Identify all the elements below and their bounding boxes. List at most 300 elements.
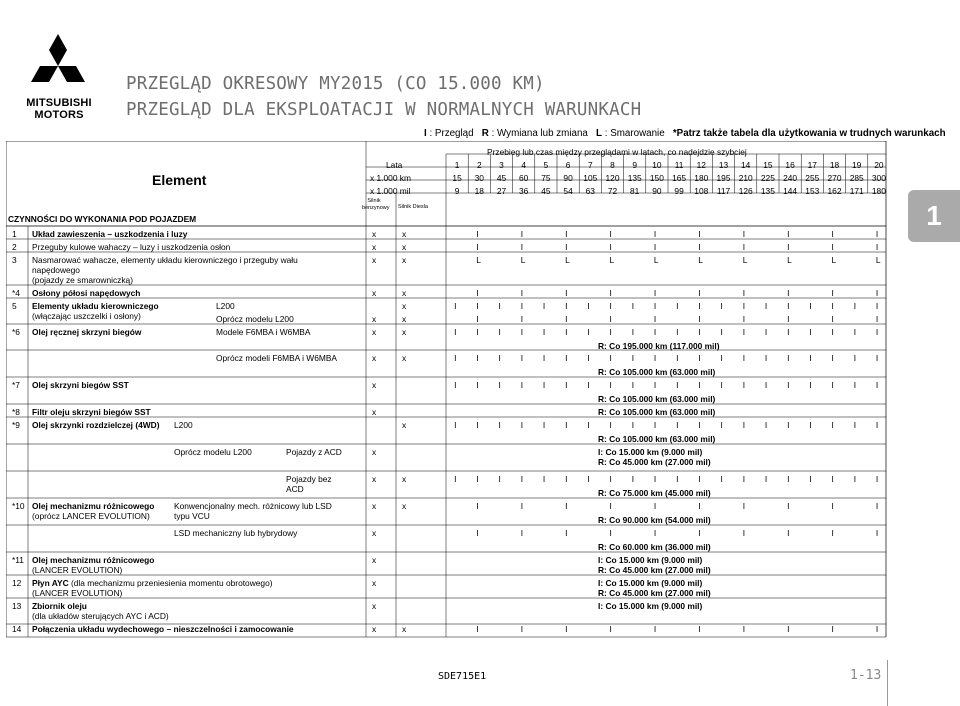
diesel-applicable: x <box>402 242 407 252</box>
interval-note: I: Co 15.000 km (9.000 mil) <box>598 447 703 457</box>
service-mark: I <box>698 624 701 634</box>
diesel-applicable: x <box>402 301 407 311</box>
service-mark: I <box>831 528 834 538</box>
service-mark: I <box>653 288 657 298</box>
service-mark: I <box>653 420 657 430</box>
service-mark: I <box>476 327 479 337</box>
service-mark: I <box>831 229 834 239</box>
service-mark: I <box>742 314 746 324</box>
service-mark: I <box>653 301 657 311</box>
service-mark: I <box>631 420 635 430</box>
service-mark: I <box>476 501 479 511</box>
service-mark: I <box>698 420 701 430</box>
service-mark: I <box>454 353 457 363</box>
service-mark: I <box>565 301 568 311</box>
row-number: *9 <box>12 420 20 430</box>
service-mark: I <box>831 501 834 511</box>
service-mark: I <box>787 501 790 511</box>
service-mark: L <box>609 255 615 265</box>
service-mark: I <box>542 420 546 430</box>
service-mark: I <box>520 380 524 390</box>
service-mark: I <box>698 229 701 239</box>
service-mark: I <box>875 314 879 324</box>
legend: I : Przegląd R : Wymiana lub zmiana L : Smarowanie *Patrz także tabela dla użytkowania w trudnych warunkach <box>424 128 946 139</box>
service-mark: I <box>520 314 524 324</box>
mil-value: 54 <box>563 186 573 196</box>
service-mark: I <box>698 353 701 363</box>
row-description-line3: (pojazdy ze smarowniczką) <box>32 275 133 285</box>
service-mark: I <box>742 380 746 390</box>
service-mark: I <box>653 353 657 363</box>
mil-value: 45 <box>541 186 551 196</box>
service-mark: I <box>476 288 479 298</box>
service-mark: I <box>831 420 834 430</box>
service-mark: I <box>875 288 879 298</box>
service-mark: L <box>831 255 837 265</box>
service-mark: I <box>542 380 546 390</box>
years-value: 5 <box>543 160 549 170</box>
service-mark: I <box>653 624 657 634</box>
interval-note: R: Co 105.000 km (63.000 mil) <box>598 394 716 404</box>
mil-value: 144 <box>783 186 798 196</box>
service-mark: L <box>742 255 748 265</box>
row-description-line2: napędowego <box>32 265 80 275</box>
service-mark: I <box>587 474 590 484</box>
service-mark: I <box>520 242 524 252</box>
km-value: 240 <box>783 173 798 183</box>
service-mark: I <box>542 301 546 311</box>
service-mark: I <box>831 353 834 363</box>
interval-note: R: Co 75.000 km (45.000 mil) <box>598 488 711 498</box>
service-mark: I <box>587 420 590 430</box>
service-mark: I <box>520 288 524 298</box>
petrol-applicable: x <box>372 229 377 239</box>
mil-value: 9 <box>454 186 460 196</box>
service-mark: I <box>875 327 879 337</box>
row-number: *4 <box>12 288 20 298</box>
diesel-applicable: x <box>402 314 407 324</box>
row-number: 13 <box>12 601 22 611</box>
service-mark: I <box>853 353 857 363</box>
years-value: 20 <box>874 160 884 170</box>
service-mark: I <box>476 314 479 324</box>
service-mark: I <box>787 420 790 430</box>
service-mark: I <box>875 420 879 430</box>
row-variant: Oprócz modelu L200 <box>174 447 252 457</box>
diesel-applicable: x <box>402 255 407 265</box>
service-mark: I <box>454 474 457 484</box>
service-mark: I <box>787 327 790 337</box>
service-mark: I <box>875 301 879 311</box>
km-value: 30 <box>474 173 484 183</box>
km-value: 270 <box>827 173 842 183</box>
petrol-applicable: x <box>372 501 377 511</box>
service-mark: I <box>720 474 723 484</box>
service-mark: I <box>609 229 612 239</box>
petrol-applicable: x <box>372 555 377 565</box>
service-mark: I <box>742 420 746 430</box>
interval-caption: Przebieg lub czas między przeglądami w latach, co nadejdzie szybciej <box>487 147 747 157</box>
years-value: 16 <box>785 160 795 170</box>
service-mark: I <box>698 474 701 484</box>
service-mark: I <box>609 624 612 634</box>
element-header: Element <box>152 172 207 188</box>
row-variant: Oprócz modelu L200 <box>216 314 294 324</box>
petrol-applicable: x <box>372 242 377 252</box>
service-mark: I <box>476 353 479 363</box>
diesel-applicable: x <box>402 229 407 239</box>
km-value: 15 <box>452 173 462 183</box>
years-value: 7 <box>587 160 593 170</box>
service-mark: I <box>565 288 568 298</box>
chapter-tab: 1 <box>908 190 960 242</box>
service-mark: I <box>653 229 657 239</box>
years-value: 10 <box>652 160 662 170</box>
service-mark: I <box>875 229 879 239</box>
service-mark: I <box>742 353 746 363</box>
row-number: *10 <box>12 501 25 511</box>
km-value: 75 <box>541 173 551 183</box>
service-mark: I <box>520 528 524 538</box>
service-mark: I <box>609 380 612 390</box>
service-mark: I <box>653 501 657 511</box>
service-mark: I <box>742 229 746 239</box>
service-mark: I <box>742 288 746 298</box>
km-value: 210 <box>738 173 753 183</box>
years-label: Lata <box>386 160 403 170</box>
row-description: Układ zawieszenia – uszkodzenia i luzy <box>32 229 188 239</box>
row-description-extra: (dla mechanizmu przeniesienia momentu obrotowego) <box>68 578 273 588</box>
service-mark: I <box>609 314 612 324</box>
mil-value: 162 <box>827 186 842 196</box>
km-value: 120 <box>605 173 620 183</box>
service-mark: I <box>565 353 568 363</box>
service-mark: I <box>631 301 635 311</box>
page-number: 1-13 <box>850 668 882 683</box>
years-value: 17 <box>807 160 817 170</box>
petrol-applicable: x <box>372 353 377 363</box>
diesel-applicable: x <box>402 327 407 337</box>
service-mark: I <box>476 380 479 390</box>
service-mark: I <box>787 314 790 324</box>
row-number: *8 <box>12 407 20 417</box>
service-mark: I <box>609 288 612 298</box>
service-mark: I <box>609 353 612 363</box>
service-mark: I <box>565 474 568 484</box>
service-mark: I <box>565 327 568 337</box>
km-value: 45 <box>496 173 507 183</box>
service-mark: L <box>476 255 481 265</box>
years-value: 3 <box>499 160 504 170</box>
service-mark: I <box>764 301 768 311</box>
petrol-applicable: x <box>372 314 377 324</box>
service-mark: I <box>764 353 768 363</box>
service-mark: I <box>653 242 657 252</box>
diesel-applicable: x <box>402 501 407 511</box>
row-description: Płyn AYC (dla mechanizmu przeniesienia momentu obrotowego) <box>32 578 273 588</box>
petrol-applicable: x <box>372 327 377 337</box>
service-mark: I <box>764 420 768 430</box>
service-mark: I <box>476 229 479 239</box>
service-mark: I <box>853 301 857 311</box>
km-value: 135 <box>627 173 642 183</box>
service-mark: I <box>676 420 679 430</box>
service-mark: I <box>676 353 679 363</box>
row-description: Osłony półosi napędowych <box>32 288 141 298</box>
interval-note: I: Co 15.000 km (9.000 mil) <box>598 578 703 588</box>
service-mark: I <box>676 301 679 311</box>
row-description: Olej skrzynki rozdzielczej (4WD) <box>32 420 160 430</box>
mil-value: 99 <box>674 186 684 196</box>
service-mark: I <box>742 327 746 337</box>
petrol-applicable: x <box>372 255 377 265</box>
service-mark: I <box>609 501 612 511</box>
service-mark: I <box>631 353 635 363</box>
page-title: PRZEGLĄD OKRESOWY MY2015 (CO 15.000 KM) <box>126 74 545 94</box>
service-mark: I <box>853 327 857 337</box>
service-mark: I <box>720 380 723 390</box>
service-mark: I <box>476 624 479 634</box>
service-mark: I <box>742 301 746 311</box>
mil-value: 27 <box>496 186 507 196</box>
mil-value: 180 <box>871 186 886 196</box>
service-mark: I <box>498 301 501 311</box>
service-mark: I <box>520 501 524 511</box>
service-mark: I <box>831 474 834 484</box>
years-value: 1 <box>454 160 460 170</box>
petrol-applicable: x <box>372 474 377 484</box>
petrol-applicable: x <box>372 407 377 417</box>
service-mark: I <box>831 624 834 634</box>
page-subtitle: PRZEGLĄD DLA EKSPLOATACJI W NORMALNYCH WARUNKACH <box>126 100 642 120</box>
service-mark: I <box>698 380 701 390</box>
mil-value: 63 <box>585 186 595 196</box>
service-mark: I <box>565 528 568 538</box>
service-mark: I <box>787 624 790 634</box>
service-mark: I <box>609 528 612 538</box>
interval-note: R: Co 90.000 km (54.000 mil) <box>598 515 711 525</box>
mil-value: 36 <box>519 186 529 196</box>
service-mark: I <box>498 420 501 430</box>
km-value: 195 <box>716 173 731 183</box>
service-mark: I <box>653 314 657 324</box>
row-description: Olej mechanizmu różnicowego <box>32 555 155 565</box>
document-code: SDE715E1 <box>438 671 487 682</box>
service-mark: I <box>831 301 834 311</box>
service-mark: I <box>631 380 635 390</box>
service-mark: I <box>498 474 501 484</box>
service-mark: I <box>831 327 834 337</box>
service-mark: I <box>831 314 834 324</box>
row-number: *6 <box>12 327 20 337</box>
service-mark: L <box>787 255 792 265</box>
row-variant: LSD mechaniczny lub hybrydowy <box>174 528 298 538</box>
service-mark: I <box>875 474 879 484</box>
service-mark: I <box>565 380 568 390</box>
service-mark: I <box>454 327 457 337</box>
service-mark: I <box>831 288 834 298</box>
row-description-line2: (włączając uszczelki i osłony) <box>32 311 141 321</box>
service-mark: I <box>831 380 834 390</box>
service-mark: I <box>542 474 546 484</box>
service-mark: I <box>520 624 524 634</box>
service-mark: I <box>476 301 479 311</box>
service-mark: I <box>565 420 568 430</box>
service-mark: I <box>853 420 857 430</box>
service-mark: I <box>498 380 501 390</box>
mil-value: 108 <box>694 186 709 196</box>
years-value: 6 <box>565 160 571 170</box>
mil-value: 171 <box>849 186 864 196</box>
km-value: 165 <box>672 173 687 183</box>
years-value: 11 <box>674 160 684 170</box>
service-mark: I <box>631 327 635 337</box>
interval-note-line2: R: Co 45.000 km (27.000 mil) <box>598 588 711 598</box>
service-mark: I <box>676 474 679 484</box>
interval-note: R: Co 105.000 km (63.000 mil) <box>598 367 716 377</box>
km-value: 225 <box>760 173 775 183</box>
service-mark: I <box>454 301 457 311</box>
service-mark: I <box>742 528 746 538</box>
km-label: x 1.000 km <box>370 173 411 183</box>
row-description: Olej skrzyni biegów SST <box>32 380 129 390</box>
service-mark: I <box>787 301 790 311</box>
row-description-line2: (LANCER EVOLUTION) <box>32 588 123 598</box>
mil-value: 117 <box>716 186 731 196</box>
brand-name: MITSUBISHI MOTORS <box>26 97 92 121</box>
service-mark: I <box>764 474 768 484</box>
interval-note: I: Co 15.000 km (9.000 mil) <box>598 601 703 611</box>
row-description: Połączenia układu wydechowego – nieszczelności i zamocowanie <box>32 624 294 634</box>
service-mark: I <box>742 501 746 511</box>
service-mark: I <box>787 242 790 252</box>
service-mark: I <box>875 624 879 634</box>
mil-value: 90 <box>652 186 662 196</box>
service-mark: I <box>542 353 546 363</box>
service-mark: I <box>653 474 657 484</box>
row-number: *7 <box>12 380 20 390</box>
service-mark: I <box>587 353 590 363</box>
petrol-applicable: x <box>372 447 377 457</box>
service-mark: I <box>853 474 857 484</box>
service-mark: I <box>520 420 524 430</box>
service-mark: I <box>787 474 790 484</box>
row-number: 14 <box>12 624 22 634</box>
service-mark: I <box>809 353 812 363</box>
service-mark: I <box>698 314 701 324</box>
petrol-applicable: x <box>372 578 377 588</box>
service-mark: I <box>787 380 790 390</box>
years-value: 2 <box>476 160 482 170</box>
mil-label: x 1.000 mil <box>370 186 411 196</box>
service-mark: I <box>542 327 546 337</box>
service-mark: I <box>764 380 768 390</box>
service-mark: I <box>742 242 746 252</box>
service-mark: I <box>587 327 590 337</box>
section-title: CZYNNOŚCI DO WYKONANIA POD POJAZDEM <box>8 214 197 224</box>
row-number: 5 <box>12 301 17 311</box>
diesel-applicable: x <box>402 474 407 484</box>
service-mark: I <box>809 301 812 311</box>
service-mark: I <box>720 420 723 430</box>
row-description: Zbiornik oleju <box>32 601 87 611</box>
service-mark: I <box>875 380 879 390</box>
service-mark: I <box>698 288 701 298</box>
km-value: 300 <box>871 173 886 183</box>
service-mark: I <box>809 327 812 337</box>
row-number: 1 <box>12 229 17 239</box>
service-mark: I <box>720 353 723 363</box>
km-value: 60 <box>519 173 529 183</box>
diesel-applicable: x <box>402 624 407 634</box>
footer-divider <box>887 660 888 706</box>
service-mark: I <box>609 327 612 337</box>
row-subvariant: Pojazdy z ACD <box>286 447 342 457</box>
service-mark: I <box>742 474 746 484</box>
years-value: 9 <box>632 160 638 170</box>
service-mark: I <box>698 501 701 511</box>
service-mark: L <box>698 255 703 265</box>
service-mark: I <box>565 624 568 634</box>
service-mark: I <box>498 327 501 337</box>
interval-note: I: Co 15.000 km (9.000 mil) <box>598 555 703 565</box>
service-mark: I <box>875 353 879 363</box>
service-mark: I <box>742 624 746 634</box>
years-value: 12 <box>696 160 706 170</box>
service-mark: I <box>676 380 679 390</box>
km-value: 105 <box>583 173 598 183</box>
service-mark: I <box>698 242 701 252</box>
service-mark: I <box>454 420 457 430</box>
mil-value: 135 <box>760 186 775 196</box>
petrol-applicable: x <box>372 380 377 390</box>
years-value: 15 <box>763 160 773 170</box>
row-description: Olej ręcznej skrzyni biegów <box>32 327 142 337</box>
row-variant: Modele F6MBA i W6MBA <box>216 327 311 337</box>
petrol-applicable: x <box>372 601 377 611</box>
row-description: Przeguby kulowe wahaczy – luzy i uszkodzenia osłon <box>32 242 231 252</box>
service-mark: I <box>720 301 723 311</box>
mil-value: 126 <box>738 186 753 196</box>
service-mark: I <box>698 327 701 337</box>
service-mark: I <box>609 474 612 484</box>
service-mark: I <box>631 474 635 484</box>
service-mark: I <box>831 242 834 252</box>
row-subvariant: Pojazdy bez <box>286 474 332 484</box>
service-mark: I <box>498 353 501 363</box>
service-mark: I <box>809 380 812 390</box>
service-mark: I <box>476 528 479 538</box>
service-mark: I <box>476 420 479 430</box>
service-mark: I <box>476 242 479 252</box>
service-mark: I <box>609 301 612 311</box>
interval-note: R: Co 105.000 km (63.000 mil) <box>598 407 716 417</box>
service-mark: I <box>653 327 657 337</box>
service-mark: L <box>653 255 659 265</box>
service-mark: I <box>875 528 879 538</box>
row-description-line2: (LANCER EVOLUTION) <box>32 565 123 575</box>
years-value: 8 <box>610 160 615 170</box>
service-mark: I <box>476 474 479 484</box>
service-mark: I <box>698 301 701 311</box>
row-number: 3 <box>12 255 17 265</box>
service-mark: I <box>809 474 812 484</box>
service-mark: I <box>587 380 590 390</box>
service-mark: I <box>875 242 879 252</box>
row-variant-line2: typu VCU <box>174 511 210 521</box>
service-mark: I <box>565 501 568 511</box>
service-mark: I <box>520 353 524 363</box>
